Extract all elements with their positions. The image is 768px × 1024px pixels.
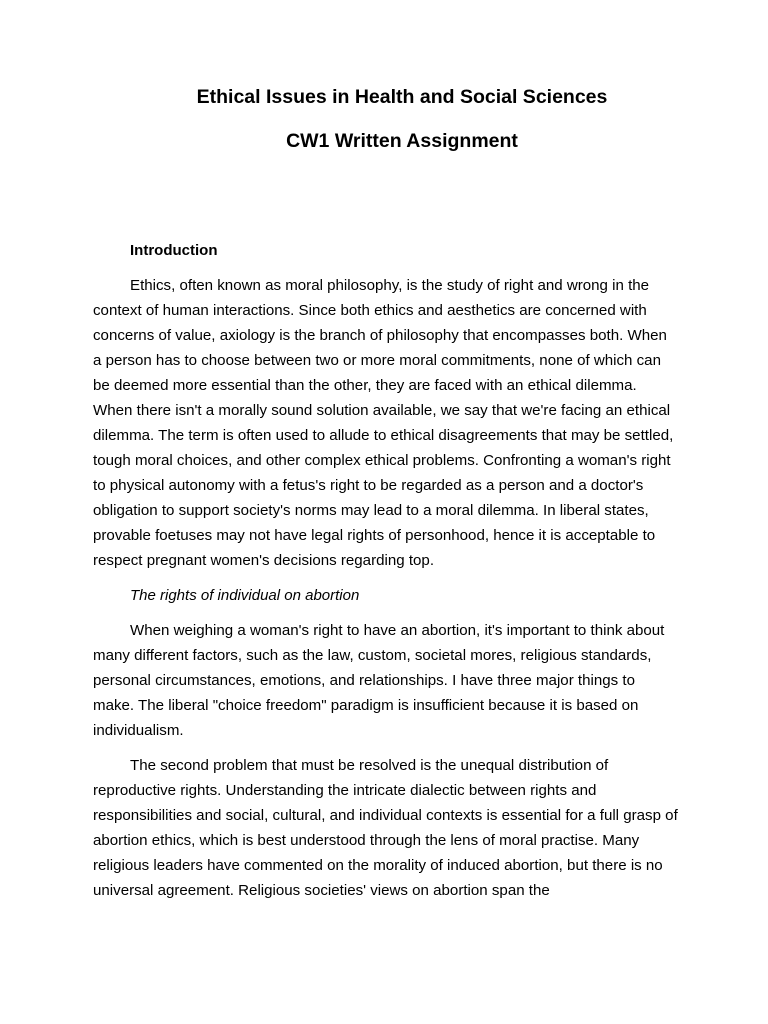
document-body (93, 238, 678, 913)
document-title: Ethical Issues in Health and Social Sciences (196, 86, 608, 108)
section-heading-rights: The rights of individual on abortion (130, 587, 360, 604)
paragraph-introduction: Ethics, often known as moral philosophy, is the study of right and wrong in the context of human interactions. Since both ethics and aesthetics are concerned with concerns of value, axiology is the branch of philosophy that encompasses both. When a person has to choose between two or more moral commitments, none of which can be deemed more essential than the other, they are faced with an ethical dilemma. When there isn't a morally sound solution available, we say that we're facing an ethical dilemma. The term is often used to allude to ethical disagreements that may be settled, tough moral choices, and other complex ethical problems. Confronting a woman's right to physical autonomy with a fetus's right to be regarded as a person and a doctor's obligation to support society's norms may lead to a moral dilemma. In liberal states, provable foetuses may not have legal rights of personhood, hence it is acceptable to respect pregnant women's decisions regarding top. (93, 277, 674, 569)
paragraph-rights-1: When weighing a woman's right to have an abortion, it's important to think about many different factors, such as the law, custom, societal mores, religious standards, personal circumstances, emotions, and relationships. I have three major things to make. The liberal "choice freedom" paradigm is insufficient because it is based on individualism. (93, 622, 665, 739)
section-heading-introduction: Introduction (130, 242, 218, 259)
paragraph-rights-2: The second problem that must be resolved is the unequal distribution of reproductive rights. Understanding the intricate dialectic between rights and responsibilities and social, cultural, and individual contexts is essential for a full grasp of abortion ethics, which is best understood through the lens of moral practise. Many religious leaders have commented on the morality of induced abortion, but there is no universal agreement. Religious societies' views on abortion span the (93, 757, 678, 899)
document-subtitle: CW1 Written Assignment (286, 130, 518, 152)
